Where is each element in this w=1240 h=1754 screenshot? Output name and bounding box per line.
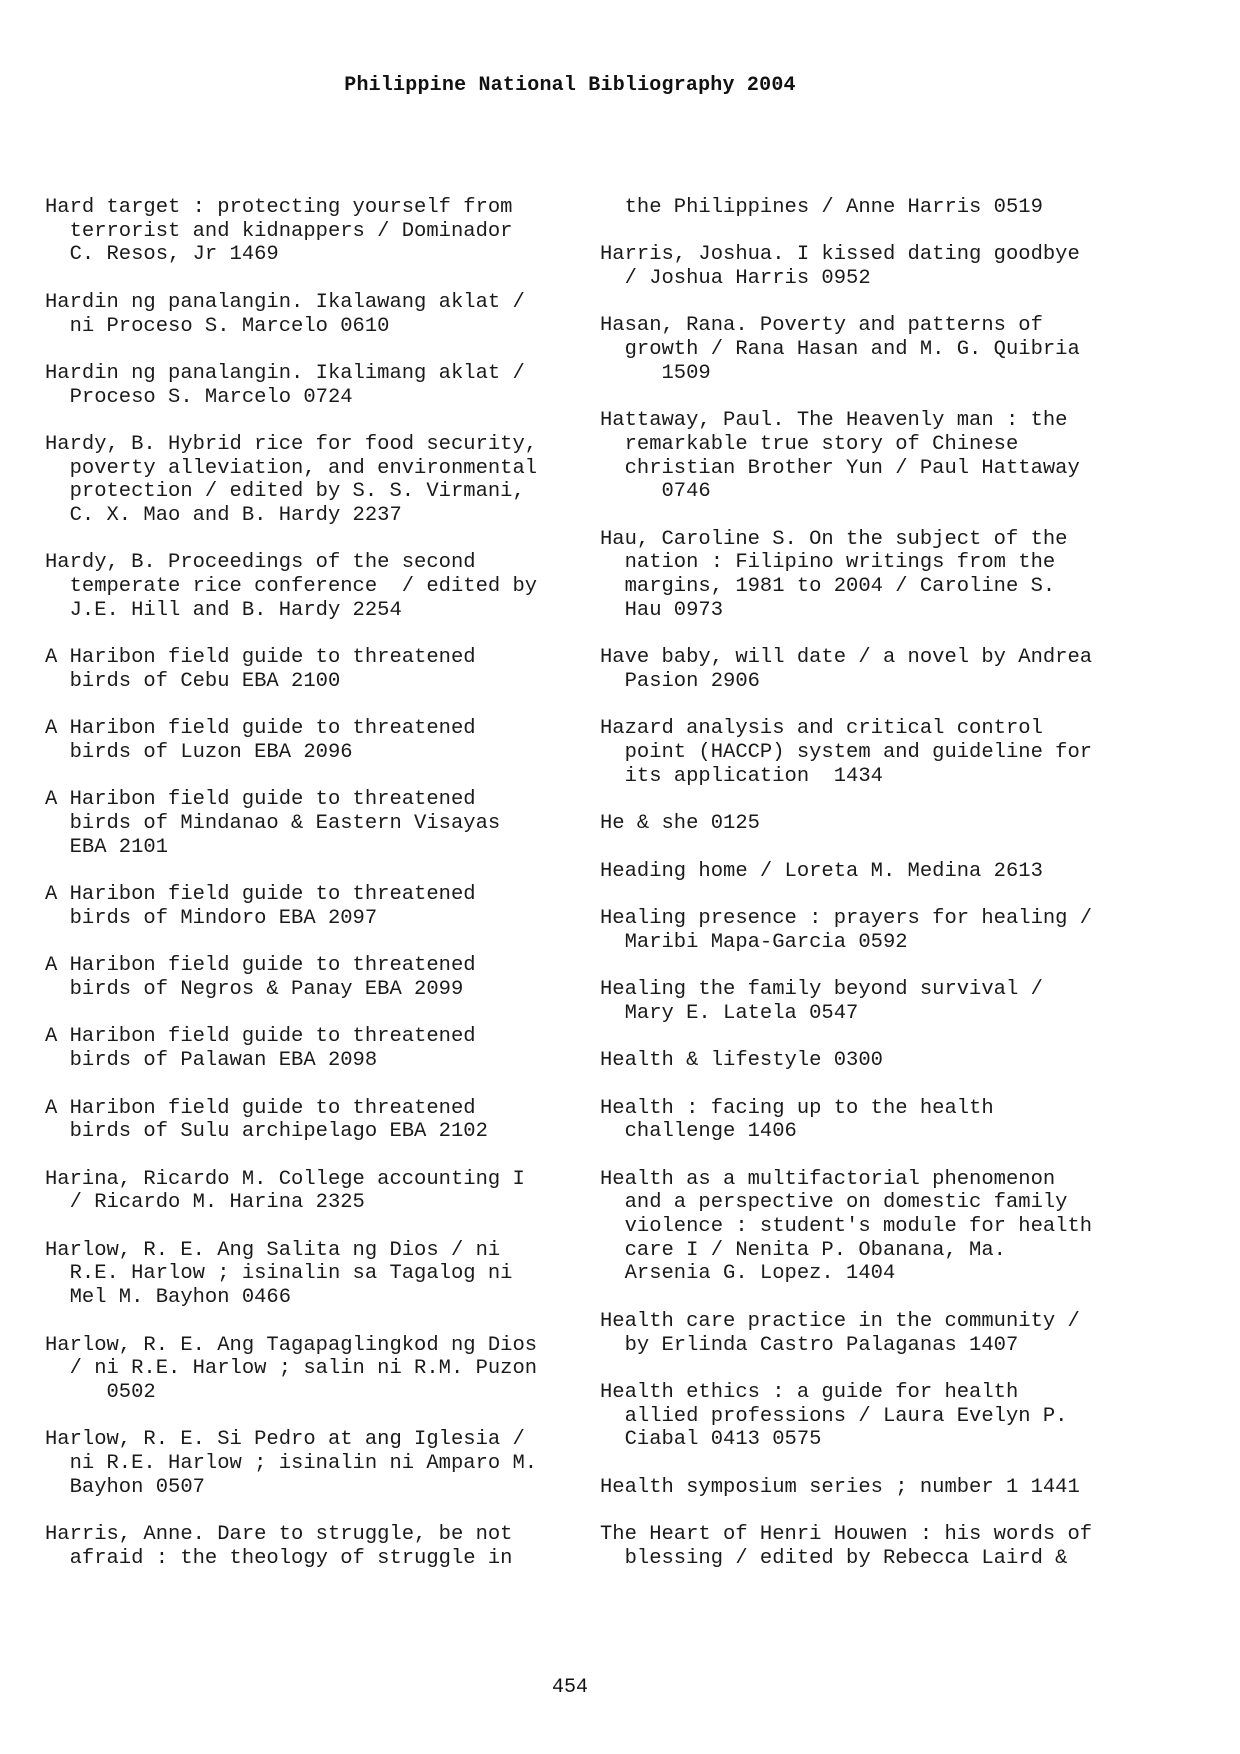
bibliography-entry (600, 1168, 1120, 1287)
entry-line: afraid : the theology of struggle in (45, 1546, 513, 1570)
bibliography-entry (600, 1097, 1120, 1144)
entry-line: Hau, Caroline S. On the subject of the (600, 527, 1068, 551)
bibliography-entry (45, 646, 565, 693)
bibliography-entry (600, 1049, 1120, 1073)
bibliography-entry (45, 788, 565, 859)
entry-line: Harlow, R. E. Ang Tagapaglingkod ng Dios (45, 1333, 538, 1357)
entry-line: margins, 1981 to 2004 / Caroline S. (600, 575, 1056, 599)
entry-line: Healing presence : prayers for healing / (600, 906, 1093, 930)
entry-line: Hardy, B. Proceedings of the second (45, 551, 476, 575)
entry-line: A Haribon field guide to threatened (45, 717, 476, 741)
entry-line: C. X. Mao and B. Hardy 2237 (45, 504, 402, 528)
entry-line: A Haribon field guide to threatened (45, 1096, 476, 1120)
entry-line: care I / Nenita P. Obanana, Ma. (600, 1238, 1006, 1262)
bibliography-entry (600, 314, 1120, 385)
bibliography-entry (600, 812, 1120, 836)
entry-line: and a perspective on domestic family (600, 1191, 1068, 1215)
entry-line: Health as a multifactorial phenomenon (600, 1167, 1056, 1191)
bibliography-entry (600, 243, 1120, 290)
entry-line: / Joshua Harris 0952 (600, 267, 871, 291)
entry-line: Health & lifestyle 0300 (600, 1049, 883, 1073)
bibliography-entry (45, 1025, 565, 1072)
entry-line: remarkable true story of Chinese (600, 432, 1019, 456)
entry-line: Mel M. Bayhon 0466 (45, 1286, 292, 1310)
bibliography-entry (600, 1523, 1120, 1570)
entry-line: terrorist and kidnappers / Dominador (45, 219, 513, 243)
entry-line: EBA 2101 (45, 835, 169, 859)
entry-line: Heading home / Loreta M. Medina 2613 (600, 859, 1043, 883)
entry-line: protection / edited by S. S. Virmani, (45, 480, 525, 504)
entry-line: Health care practice in the community / (600, 1309, 1080, 1333)
entry-line: Harina, Ricardo M. College accounting I (45, 1167, 525, 1191)
entry-line: Harlow, R. E. Ang Salita ng Dios / ni (45, 1238, 501, 1262)
entry-line: blessing / edited by Rebecca Laird & (600, 1546, 1068, 1570)
entry-line: C. Resos, Jr 1469 (45, 243, 279, 267)
entry-line: Hardin ng panalangin. Ikalawang aklat / (45, 290, 525, 314)
bibliography-entry (45, 1523, 565, 1570)
entry-line: Bayhon 0507 (45, 1475, 205, 1499)
entry-line: ni R.E. Harlow ; isinalin ni Amparo M. (45, 1452, 538, 1476)
entry-line: R.E. Harlow ; isinalin sa Tagalog ni (45, 1262, 513, 1286)
entry-line: allied professions / Laura Evelyn P. (600, 1404, 1068, 1428)
bibliography-entry (45, 433, 565, 528)
entry-line: 0746 (600, 480, 711, 504)
bibliography-entry (45, 1428, 565, 1499)
entry-line: Ciabal 0413 0575 (600, 1428, 822, 1452)
entry-line: its application 1434 (600, 764, 883, 788)
entry-line: Hard target : protecting yourself from (45, 196, 513, 219)
left-column (45, 196, 565, 1594)
page-title: Philippine National Bibliography 2004 (344, 74, 796, 97)
bibliography-entry (600, 409, 1120, 504)
entry-line: Hasan, Rana. Poverty and patterns of (600, 314, 1043, 338)
entry-line: birds of Sulu archipelago EBA 2102 (45, 1120, 488, 1144)
entry-line: He & she 0125 (600, 812, 760, 836)
entry-line: 1509 (600, 361, 711, 385)
entry-line: Hau 0973 (600, 598, 724, 622)
entry-line: temperate rice conference / edited by (45, 575, 538, 599)
bibliography-entry (600, 860, 1120, 884)
bibliography-entry (600, 978, 1120, 1025)
entry-line: Harris, Joshua. I kissed dating goodbye (600, 243, 1080, 267)
entry-line: A Haribon field guide to threatened (45, 954, 476, 978)
entry-line: Health ethics : a guide for health (600, 1380, 1019, 1404)
entry-line: A Haribon field guide to threatened (45, 646, 476, 670)
entry-line: Hardin ng panalangin. Ikalimang aklat / (45, 361, 525, 385)
entry-line: Arsenia G. Lopez. 1404 (600, 1262, 896, 1286)
entry-line: nation : Filipino writings from the (600, 551, 1056, 575)
bibliography-entry (600, 1381, 1120, 1452)
bibliography-entry (45, 196, 565, 267)
bibliography-entry (600, 717, 1120, 788)
entry-line: J.E. Hill and B. Hardy 2254 (45, 598, 402, 622)
entry-line: birds of Luzon EBA 2096 (45, 741, 353, 765)
entry-line: birds of Negros & Panay EBA 2099 (45, 978, 464, 1002)
bibliography-entry (600, 1310, 1120, 1357)
entry-line: Health symposium series ; number 1 1441 (600, 1475, 1080, 1499)
entry-line: growth / Rana Hasan and M. G. Quibria (600, 338, 1080, 362)
bibliography-entry (600, 907, 1120, 954)
bibliography-entry (45, 954, 565, 1001)
entry-line: Hazard analysis and critical control (600, 717, 1043, 741)
entry-line: the Philippines / Anne Harris 0519 (600, 196, 1043, 219)
entry-line: Hardy, B. Hybrid rice for food security, (45, 432, 538, 456)
bibliography-entry (45, 362, 565, 409)
entry-line: Health : facing up to the health (600, 1096, 994, 1120)
entry-line: birds of Mindanao & Eastern Visayas (45, 812, 501, 836)
entry-line: A Haribon field guide to threatened (45, 1025, 476, 1049)
bibliography-entry (45, 291, 565, 338)
entry-line: Proceso S. Marcelo 0724 (45, 385, 353, 409)
entry-line: by Erlinda Castro Palaganas 1407 (600, 1333, 1019, 1357)
bibliography-entry (45, 883, 565, 930)
entry-line: Mary E. Latela 0547 (600, 1001, 859, 1025)
entry-line: Harlow, R. E. Si Pedro at ang Iglesia / (45, 1428, 525, 1452)
bibliography-entry (45, 1168, 565, 1215)
bibliography-entry (45, 1097, 565, 1144)
bibliography-entry (600, 1476, 1120, 1500)
entry-line: A Haribon field guide to threatened (45, 788, 476, 812)
entry-line: birds of Mindoro EBA 2097 (45, 906, 378, 930)
entry-line: Pasion 2906 (600, 669, 760, 693)
entry-line: birds of Palawan EBA 2098 (45, 1049, 378, 1073)
right-column (600, 196, 1120, 1594)
bibliography-entry (45, 1334, 565, 1405)
entry-line: Harris, Anne. Dare to struggle, be not (45, 1523, 513, 1547)
entry-line: / Ricardo M. Harina 2325 (45, 1191, 365, 1215)
entry-line: / ni R.E. Harlow ; salin ni R.M. Puzon (45, 1357, 538, 1381)
entry-line: ni Proceso S. Marcelo 0610 (45, 314, 390, 338)
entry-line: point (HACCP) system and guideline for (600, 741, 1093, 765)
bibliography-entry (600, 528, 1120, 623)
bibliography-entry (45, 1239, 565, 1310)
entry-line: A Haribon field guide to threatened (45, 883, 476, 907)
entry-line: violence : student's module for health (600, 1215, 1093, 1239)
entry-line: Maribi Mapa-Garcia 0592 (600, 930, 908, 954)
bibliography-entry (600, 646, 1120, 693)
page-number: 454 (551, 1676, 588, 1699)
entry-line: Healing the family beyond survival / (600, 978, 1043, 1002)
entry-line: Have baby, will date / a novel by Andrea (600, 646, 1093, 670)
bibliography-entry (600, 196, 1120, 220)
entry-line: challenge 1406 (600, 1120, 797, 1144)
entry-line: 0502 (45, 1380, 156, 1404)
entry-line: poverty alleviation, and environmental (45, 456, 538, 480)
entry-line: christian Brother Yun / Paul Hattaway (600, 456, 1080, 480)
entry-line: Hattaway, Paul. The Heavenly man : the (600, 409, 1068, 433)
entry-line: birds of Cebu EBA 2100 (45, 669, 341, 693)
bibliography-entry (45, 551, 565, 622)
bibliography-entry (45, 717, 565, 764)
entry-line: The Heart of Henri Houwen : his words of (600, 1523, 1093, 1547)
